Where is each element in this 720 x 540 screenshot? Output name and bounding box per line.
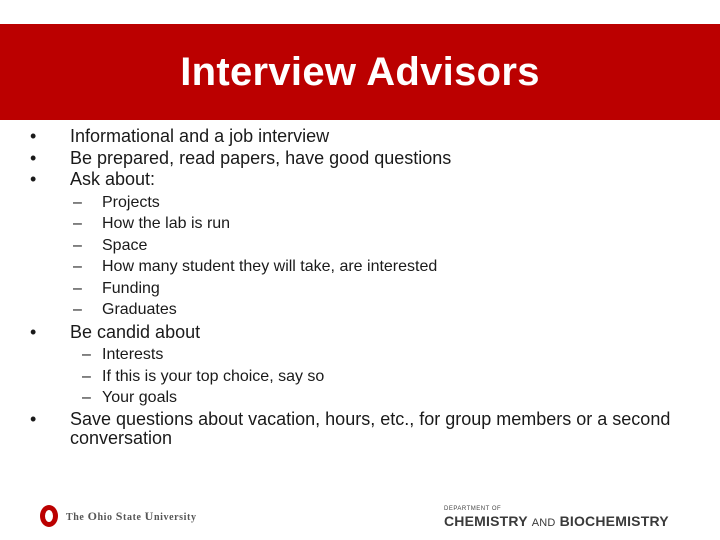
- dash-glyph: –: [73, 193, 82, 211]
- sub-item: [30, 192, 700, 214]
- sub-item-text: If this is your top choice, say so: [102, 367, 325, 385]
- block-o-icon: [40, 505, 58, 527]
- slide-body: [30, 126, 700, 448]
- bullet-glyph: •: [30, 169, 37, 189]
- university-wordmark: [40, 505, 197, 527]
- sub-item-text: Graduates: [102, 301, 177, 318]
- dash-glyph: –: [73, 236, 82, 254]
- bullet-text: Be candid about: [70, 321, 201, 342]
- bullet-text: Be prepared, read papers, have good questions: [70, 147, 452, 168]
- sub-item-text: How many student they will take, are interested: [102, 258, 438, 275]
- bullet-item: [30, 148, 700, 170]
- sub-item-text: Your goals: [102, 389, 178, 406]
- bullet-item: [30, 322, 700, 344]
- bullet-item: [30, 410, 700, 448]
- bullet-item: [30, 169, 700, 191]
- bullet-glyph: •: [30, 126, 37, 146]
- bullet-text: Informational and a job interview: [70, 126, 330, 146]
- dash-glyph: –: [73, 279, 82, 297]
- dash-glyph: –: [73, 215, 82, 232]
- sub-item: [30, 213, 700, 235]
- sub-item-text: Projects: [102, 193, 160, 211]
- bullet-glyph: •: [30, 408, 37, 429]
- dash-glyph: –: [82, 367, 91, 385]
- sub-item-text: Space: [102, 236, 148, 254]
- department-wordmark: [444, 506, 669, 531]
- sub-item-text: Interests: [102, 346, 164, 363]
- sub-item-text: Funding: [102, 279, 160, 297]
- sub-item-text: How the lab is run: [102, 215, 231, 232]
- department-name: CHEMISTRY AND BIOCHEMISTRY: [444, 513, 669, 529]
- bullet-glyph: •: [30, 147, 37, 168]
- sub-item: [30, 256, 700, 278]
- sub-item: [30, 235, 700, 257]
- slide-title: Interview Advisors: [180, 49, 540, 94]
- sub-item: [30, 278, 700, 300]
- sub-item: [30, 387, 700, 409]
- bullet-text: Ask about:: [70, 169, 156, 189]
- dash-glyph: –: [73, 301, 82, 318]
- university-name: The Ohio State University: [66, 508, 197, 523]
- sub-item: [30, 344, 700, 366]
- bullet-text: Save questions about vacation, hours, etc., for group members or a second conversation: [70, 408, 671, 448]
- dash-glyph: –: [82, 346, 91, 363]
- dash-glyph: –: [82, 389, 91, 406]
- sub-item: [30, 299, 700, 321]
- sub-item: [30, 366, 700, 388]
- bullet-glyph: •: [30, 321, 37, 342]
- department-of-label: DEPARTMENT OF: [444, 506, 502, 512]
- bullet-item: [30, 126, 700, 148]
- dash-glyph: –: [73, 258, 82, 275]
- title-banner: [0, 24, 720, 120]
